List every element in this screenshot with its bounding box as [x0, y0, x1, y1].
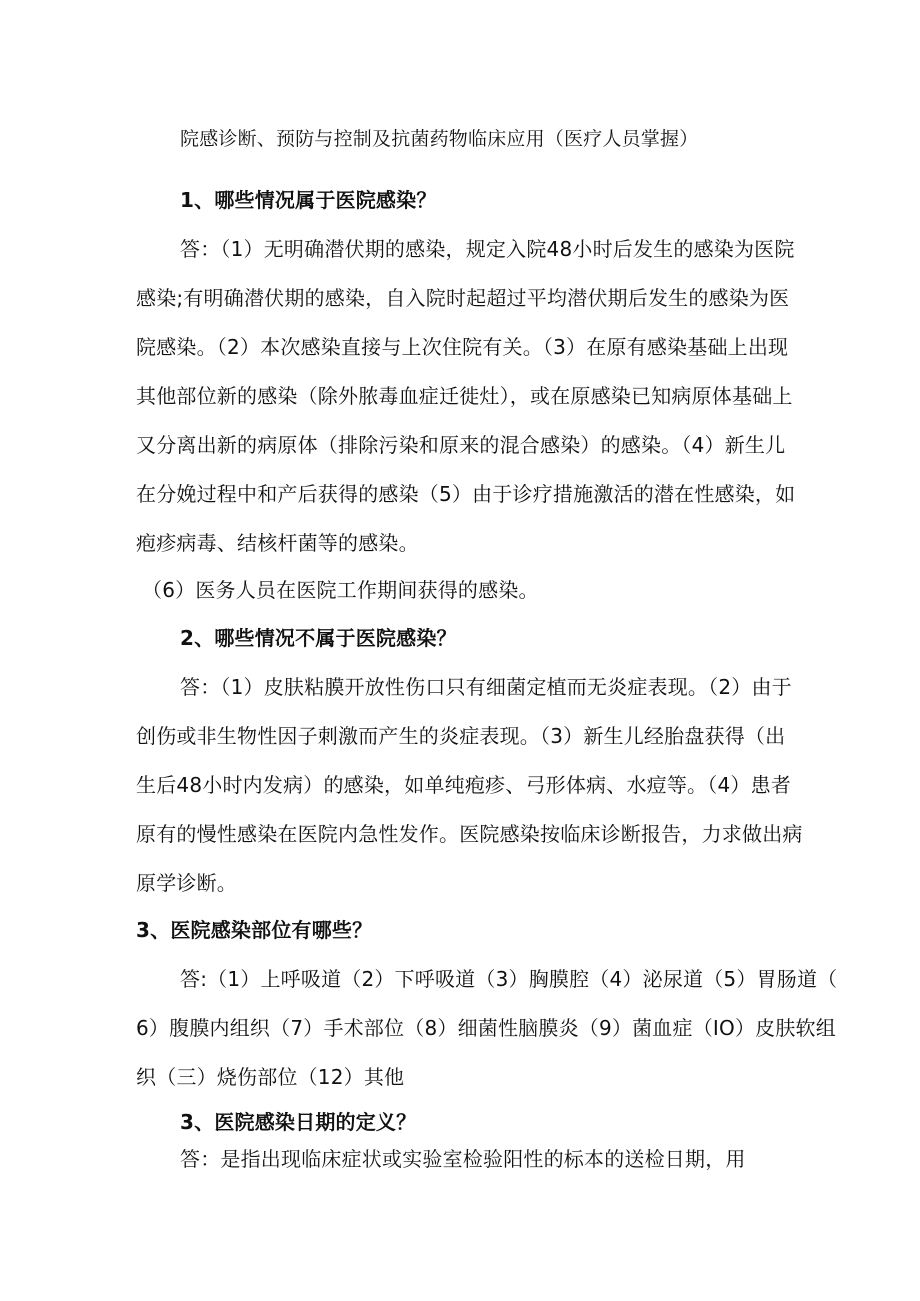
answer-1-line: 感染;有明确潜伏期的感染，自入院时起超过平均潜伏期后发生的感染为医: [136, 286, 790, 310]
question-1: 1、哪些情况属于医院感染？: [180, 188, 437, 212]
answer-3-line: 织（三）烧伤部位（12）其他: [136, 1065, 405, 1089]
answer-1-line: 院感染。（2）本次感染直接与上次住院有关。（3）在原有感染基础上出现: [136, 335, 789, 359]
answer-1-line: 答：（1）无明确潜伏期的感染，规定入院48小时后发生的感染为医院: [180, 237, 795, 261]
document-title: 院感诊断、预防与控制及抗菌药物临床应用（医疗人员掌握）: [180, 128, 699, 150]
answer-1-line: 疱疹病毒、结核杆菌等的感染。: [136, 531, 419, 555]
question-3: 3、医院感染部位有哪些？: [136, 918, 373, 942]
answer-2-line: 答：（1）皮肤粘膜开放性伤口只有细菌定植而无炎症表现。（2）由于: [180, 675, 792, 699]
answer-3-line: 答:（1）上呼吸道（2）下呼吸道（3）胸膜腔（4）泌尿道（5）胃肠道（: [180, 967, 838, 991]
answer-2-line: 创伤或非生物性因子刺激而产生的炎症表现。（3）新生儿经胎盘获得（出: [136, 724, 786, 748]
answer-2-line: 原有的慢性感染在医院内急性发作。医院感染按临床诊断报告，力求做出病: [136, 822, 803, 846]
answer-1-line: 在分娩过程中和产后获得的感染（5）由于诊疗措施激活的潜在性感染，如: [136, 482, 796, 506]
answer-2-line: 生后48小时内发病）的感染，如单纯疱疹、弓形体病、水痘等。（4）患者: [136, 773, 791, 797]
answer-1-line: 其他部位新的感染（除外脓毒血症迁徙灶），或在原感染已知病原体基础上: [136, 384, 793, 408]
answer-3-line: 6）腹膜内组织（7）手术部位（8）细菌性脑膜炎（9）菌血症（IO）皮肤软组: [136, 1016, 836, 1040]
answer-2-line: 原学诊断。: [136, 871, 237, 895]
answer-4-line: 答：是指出现临床症状或实验室检验阳性的标本的送检日期，用: [180, 1147, 746, 1171]
answer-1-line: 又分离出新的病原体（排除污染和原来的混合感染）的感染。（4）新生儿: [136, 433, 786, 457]
answer-1-line: （6）医务人员在医院工作期间获得的感染。: [142, 578, 539, 602]
question-4: 3、医院感染日期的定义？: [180, 1110, 417, 1134]
question-2: 2、哪些情况不属于医院感染？: [180, 626, 457, 650]
